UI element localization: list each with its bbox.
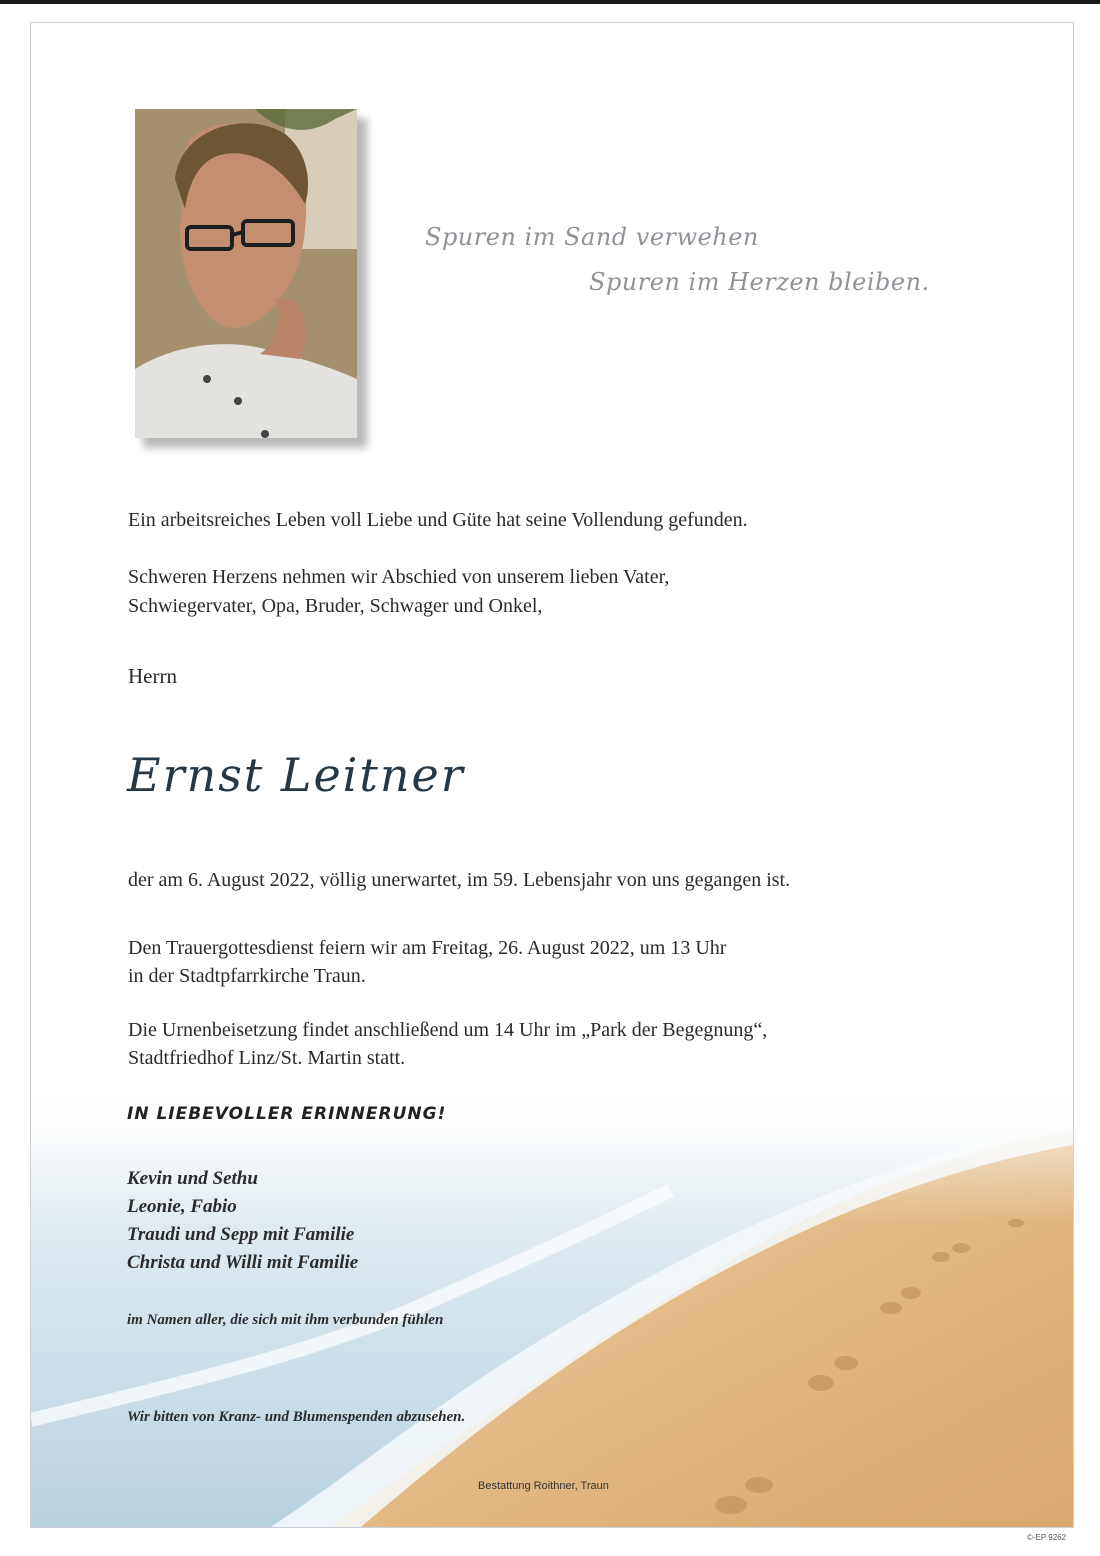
urn-line-2: Stadtfriedhof Linz/St. Martin statt. (128, 1047, 406, 1069)
salutation: Herrn (128, 664, 177, 688)
quote-line-1: Spuren im Sand verwehen (425, 223, 759, 251)
quote-line-2: Spuren im Herzen bleiben. (589, 268, 930, 296)
service-line-1: Den Trauergottesdienst feiern wir am Freitag, 26. August 2022, um 13 Uhr (128, 937, 727, 959)
closing-phrase: IN LIEBEVOLLER ERINNERUNG! (127, 1104, 447, 1124)
farewell-line-2: Schwiegervater, Opa, Bruder, Schwager und Onkel, (128, 595, 543, 617)
template-code: ©-EP 9262 (1027, 1533, 1067, 1542)
mourner-entry: Traudi und Sepp mit Familie (127, 1224, 355, 1245)
mourner-entry: Christa und Willi mit Familie (127, 1252, 359, 1273)
beach-footprints-image (31, 1060, 1073, 1527)
undertaker-credit: Bestattung Roithner, Traun (478, 1480, 609, 1492)
intro-text: Ein arbeitsreiches Leben voll Liebe und Güte hat seine Vollendung gefunden. (128, 509, 748, 531)
portrait-photo (135, 109, 357, 438)
urn-line-1: Die Urnenbeisetzung findet anschließend um 14 Uhr im „Park der Begegnung“, (128, 1019, 768, 1041)
farewell-line-1: Schweren Herzens nehmen wir Abschied von unserem lieben Vater, (128, 566, 670, 588)
on-behalf-text: im Namen aller, die sich mit ihm verbunden fühlen (127, 1312, 444, 1328)
donation-request: Wir bitten von Kranz- und Blumenspenden abzusehen. (127, 1409, 466, 1425)
scan-edge (0, 0, 1100, 4)
mourners-list (127, 1165, 358, 1277)
mourner-entry: Leonie, Fabio (127, 1196, 237, 1217)
mourner-entry: Kevin und Sethu (127, 1168, 258, 1189)
death-info: der am 6. August 2022, völlig unerwartet, im 59. Lebensjahr von uns gegangen ist. (128, 869, 791, 891)
deceased-name: Ernst Leitner (127, 748, 465, 802)
service-line-2: in der Stadtpfarrkirche Traun. (128, 965, 366, 987)
